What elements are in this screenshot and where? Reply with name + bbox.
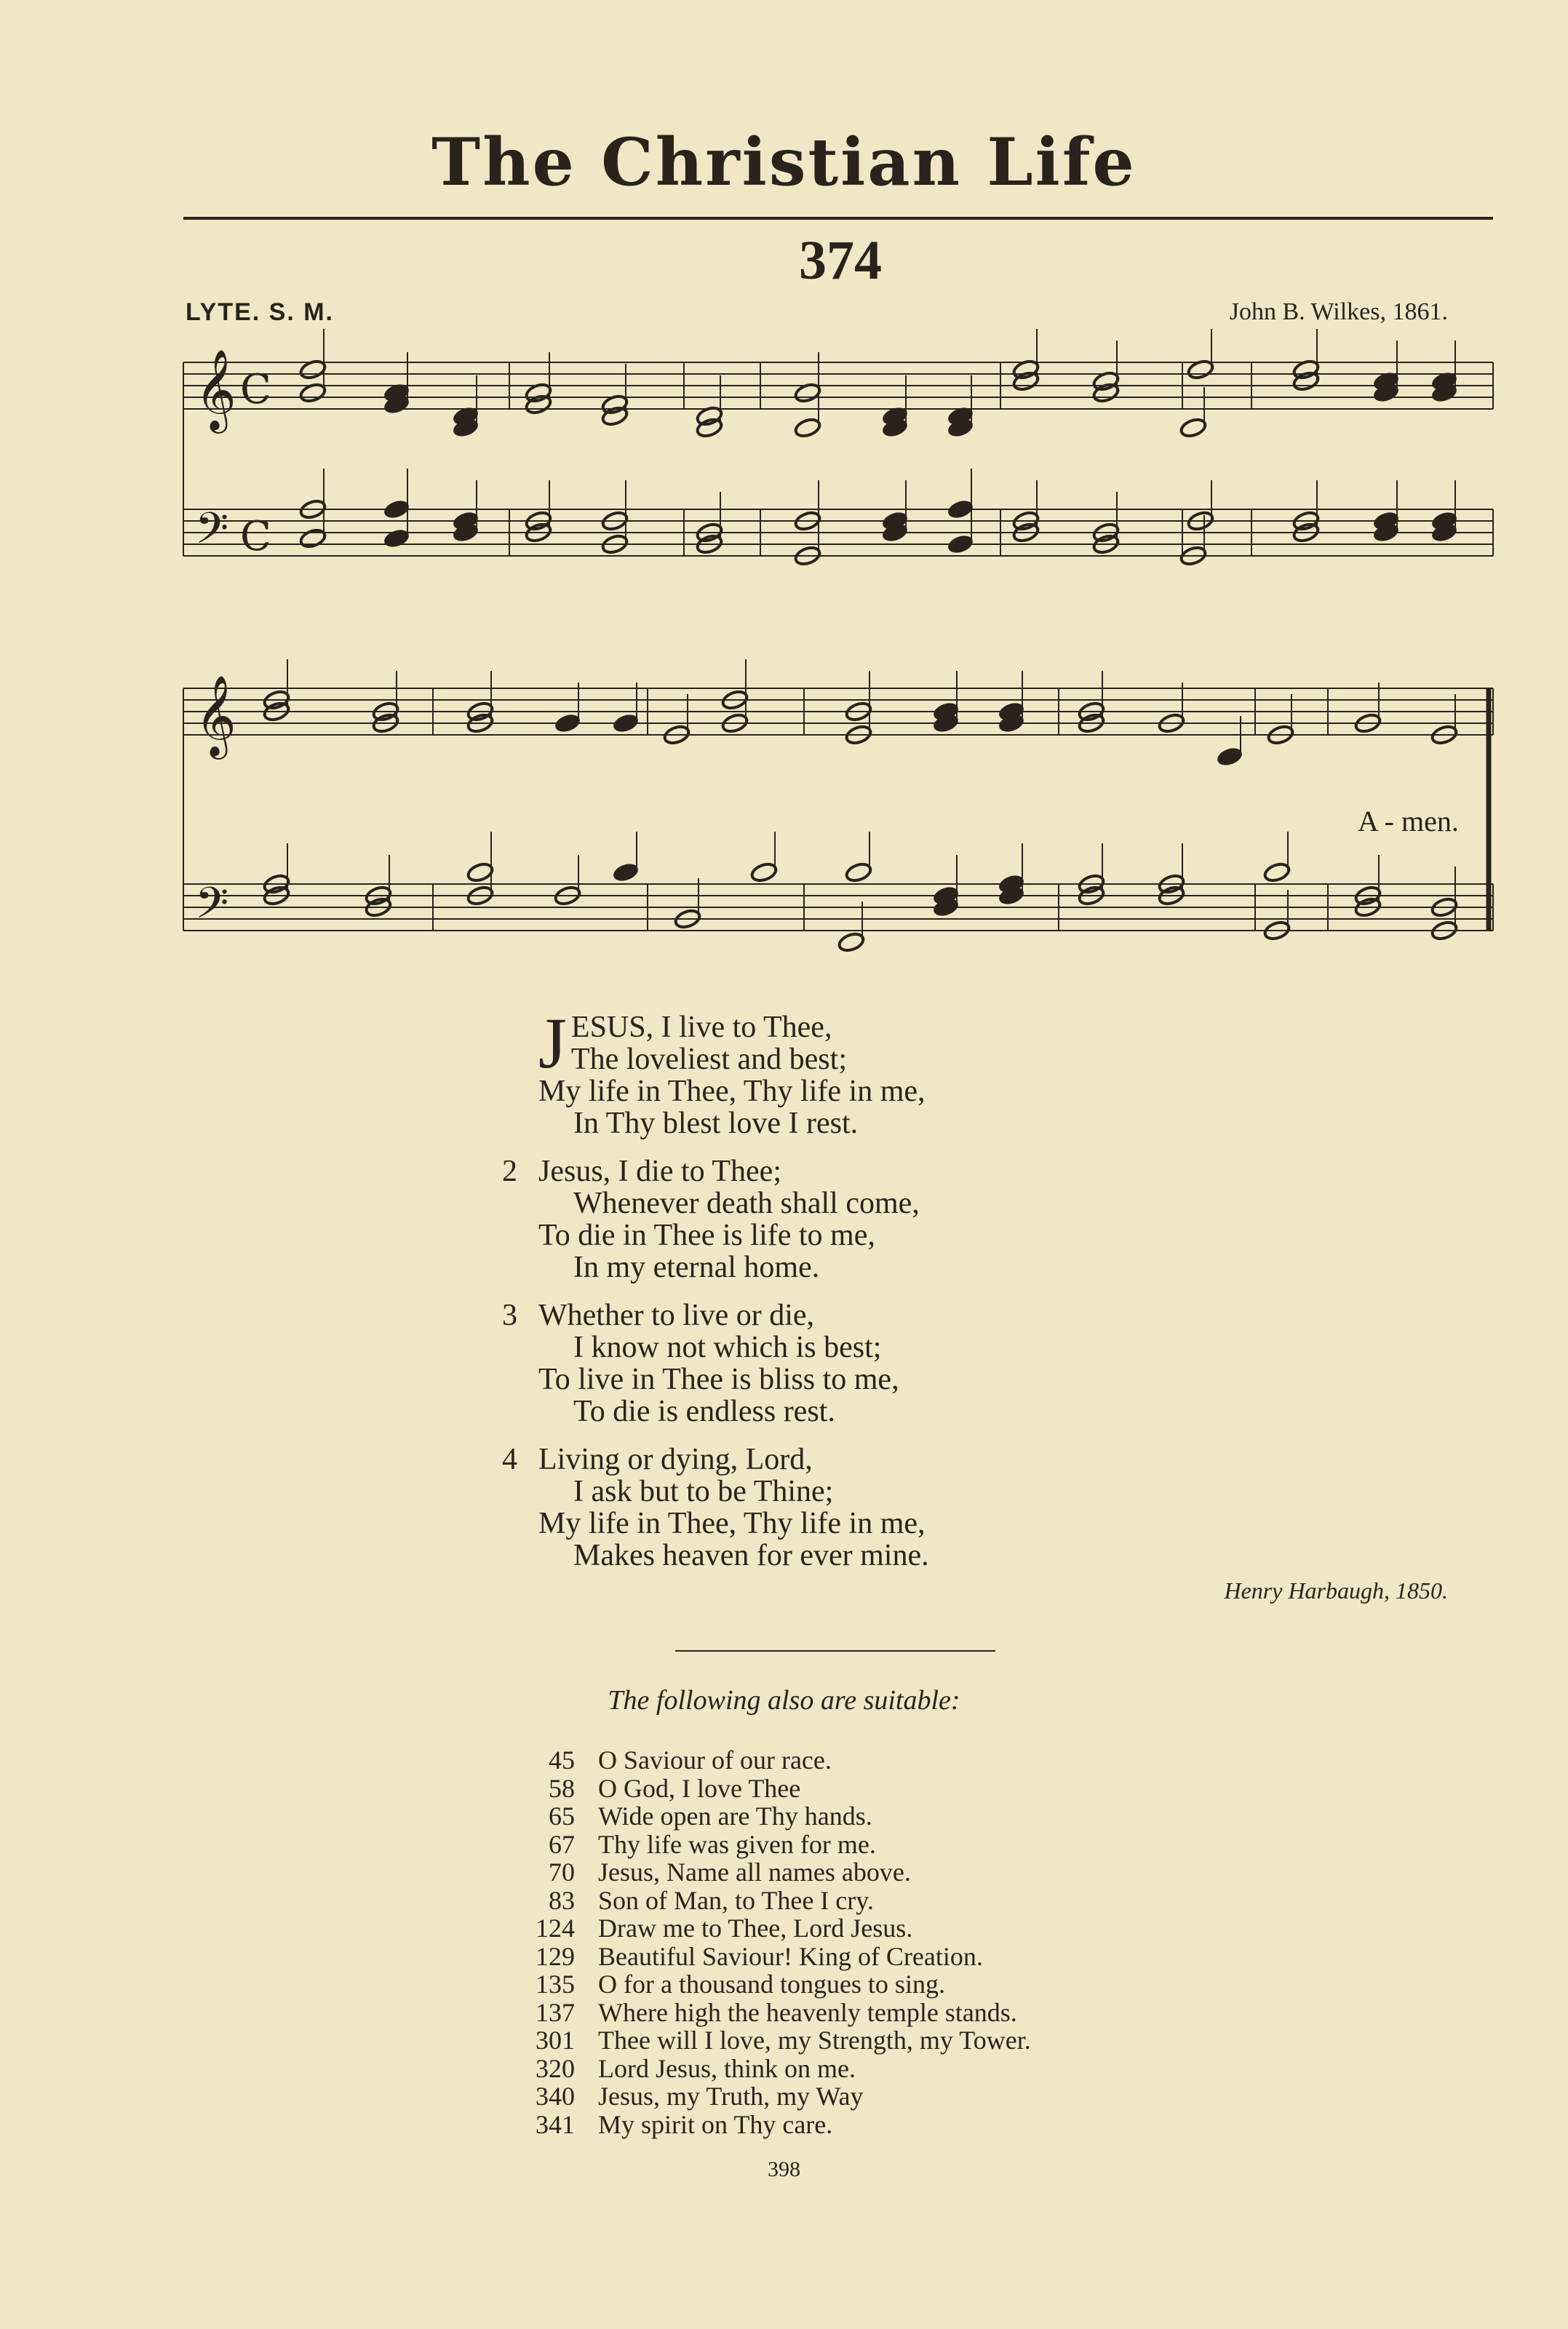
hymn-ref-title: Son of Man, to Thee I cry. (598, 1885, 874, 1915)
verse-1 (538, 1003, 929, 1140)
hymn-ref-number: 65 (549, 1802, 575, 1831)
time-signature: C (240, 366, 271, 413)
verse-4 (502, 1443, 929, 1572)
bass-clef-icon: 𝄢 (195, 877, 229, 939)
note-head (696, 417, 724, 439)
suitable-hymns-list (509, 1746, 1031, 2138)
note-head (612, 861, 640, 883)
verse-line: Whether to live or die, (538, 1299, 815, 1332)
hymn-ref-number: 341 (536, 2109, 575, 2139)
verse-2 (502, 1155, 929, 1284)
hymn-ref-title: Where high the heavenly temple stands. (598, 1997, 1017, 2027)
note-head (750, 861, 779, 883)
list-item (509, 2111, 1031, 2139)
list-item (509, 1746, 1031, 1775)
list-item (509, 1858, 1031, 1887)
hymn-ref-number: 58 (549, 1773, 575, 1803)
hymn-ref-title: O Saviour of our race. (598, 1745, 832, 1775)
verse-line: Whenever death shall come, (573, 1187, 920, 1220)
hymn-ref-number: 320 (536, 2053, 575, 2083)
music-score (0, 0, 1568, 1019)
hymn-ref-number: 135 (536, 1970, 575, 1999)
drop-cap: J (538, 1003, 567, 1083)
list-item (509, 2055, 1031, 2083)
verse-line: ESUS, I live to Thee, (570, 1011, 832, 1044)
verse-line: Jesus, I die to Thee; (538, 1155, 781, 1188)
hymn-ref-title: Wide open are Thy hands. (598, 1802, 872, 1831)
hymn-ref-number: 340 (536, 2082, 575, 2111)
note-head (845, 861, 873, 883)
hymn-ref-title: Thy life was given for me. (598, 1829, 876, 1859)
verse-line: In Thy blest love I rest. (573, 1107, 859, 1140)
hymn-ref-title: Lord Jesus, think on me. (598, 2053, 856, 2083)
verse-line: Makes heaven for ever mine. (573, 1539, 929, 1572)
verse-line: In my eternal home. (573, 1251, 820, 1284)
hymn-ref-title: Thee will I love, my Strength, my Tower. (598, 2026, 1031, 2055)
suitable-heading: The following also are suitable: (608, 1685, 960, 1716)
section-title: The Christian Life (431, 124, 1137, 201)
tune-name: LYTE. S. M. (186, 298, 335, 326)
hymn-ref-title: Jesus, my Truth, my Way (598, 2082, 864, 2111)
hymn-ref-title: My spirit on Thy care. (598, 2109, 833, 2139)
hymn-ref-number: 45 (549, 1745, 575, 1775)
note-head (612, 712, 640, 734)
hymn-ref-number: 83 (549, 1885, 575, 1915)
list-item (509, 1999, 1031, 2027)
note-head (383, 498, 411, 520)
list-item (509, 1802, 1031, 1831)
verse-number: 4 (502, 1443, 517, 1476)
verse-number: 2 (502, 1155, 517, 1188)
divider (675, 1650, 995, 1652)
verse-line: My life in Thee, Thy life in me, (538, 1507, 926, 1540)
list-item (509, 1943, 1031, 1971)
note-head (1179, 417, 1208, 439)
note-head (947, 498, 975, 520)
note-head (837, 931, 866, 953)
hymn-ref-number: 301 (536, 2026, 575, 2055)
list-item (509, 1970, 1031, 1999)
bass-clef-icon: 𝄢 (195, 503, 229, 564)
hymn-ref-title: Jesus, Name all names above. (598, 1858, 911, 1887)
verse-number: 3 (502, 1299, 517, 1332)
verse-line: I ask but to be Thine; (573, 1475, 834, 1508)
composer-credit: John B. Wilkes, 1861. (1229, 298, 1448, 325)
hymn-ref-title: Draw me to Thee, Lord Jesus. (598, 1914, 913, 1943)
note-head (947, 533, 975, 555)
note-head (466, 861, 495, 883)
verse-line: I know not which is best; (573, 1331, 882, 1364)
page-number: 398 (768, 2157, 800, 2181)
verse-line: To live in Thee is bliss to me, (538, 1363, 899, 1396)
verse-line: To die is endless rest. (573, 1395, 835, 1428)
note-head (794, 417, 822, 439)
hymn-ref-title: O for a thousand tongues to sing. (598, 1970, 945, 1999)
hymn-ref-number: 70 (549, 1858, 575, 1887)
note-head (554, 712, 582, 734)
verse-line: The loveliest and best; (570, 1043, 847, 1076)
list-item (509, 2082, 1031, 2111)
list-item (509, 1887, 1031, 1915)
hymn-ref-title: Beautiful Saviour! King of Creation. (598, 1941, 983, 1971)
note-head (299, 527, 327, 549)
hymn-ref-number: 124 (536, 1914, 575, 1943)
treble-clef-icon: 𝄞 (195, 674, 236, 756)
hymn-ref-number: 129 (536, 1941, 575, 1971)
verse-line: To die in Thee is life to me, (538, 1219, 875, 1252)
hymn-ref-number: 67 (549, 1829, 575, 1859)
note-head (1263, 861, 1292, 883)
list-item (509, 2026, 1031, 2055)
amen-text: A - men. (1358, 805, 1459, 837)
hymn-verses (502, 1003, 929, 1588)
verse-3 (502, 1299, 929, 1428)
text-author: Henry Harbaugh, 1850. (1224, 1577, 1448, 1604)
note-head (383, 527, 411, 549)
hymn-ref-title: O God, I love Thee (598, 1773, 801, 1803)
hymn-ref-number: 137 (536, 1997, 575, 2027)
list-item (509, 1914, 1031, 1943)
verse-line: My life in Thee, Thy life in me, (538, 1075, 926, 1108)
verse-line: Living or dying, Lord, (538, 1443, 813, 1476)
treble-clef-icon: 𝄞 (195, 349, 236, 430)
time-signature: C (240, 513, 271, 560)
hymn-number: 374 (799, 230, 882, 291)
list-item (509, 1775, 1031, 1803)
note-head (1216, 746, 1244, 768)
list-item (509, 1831, 1031, 1859)
